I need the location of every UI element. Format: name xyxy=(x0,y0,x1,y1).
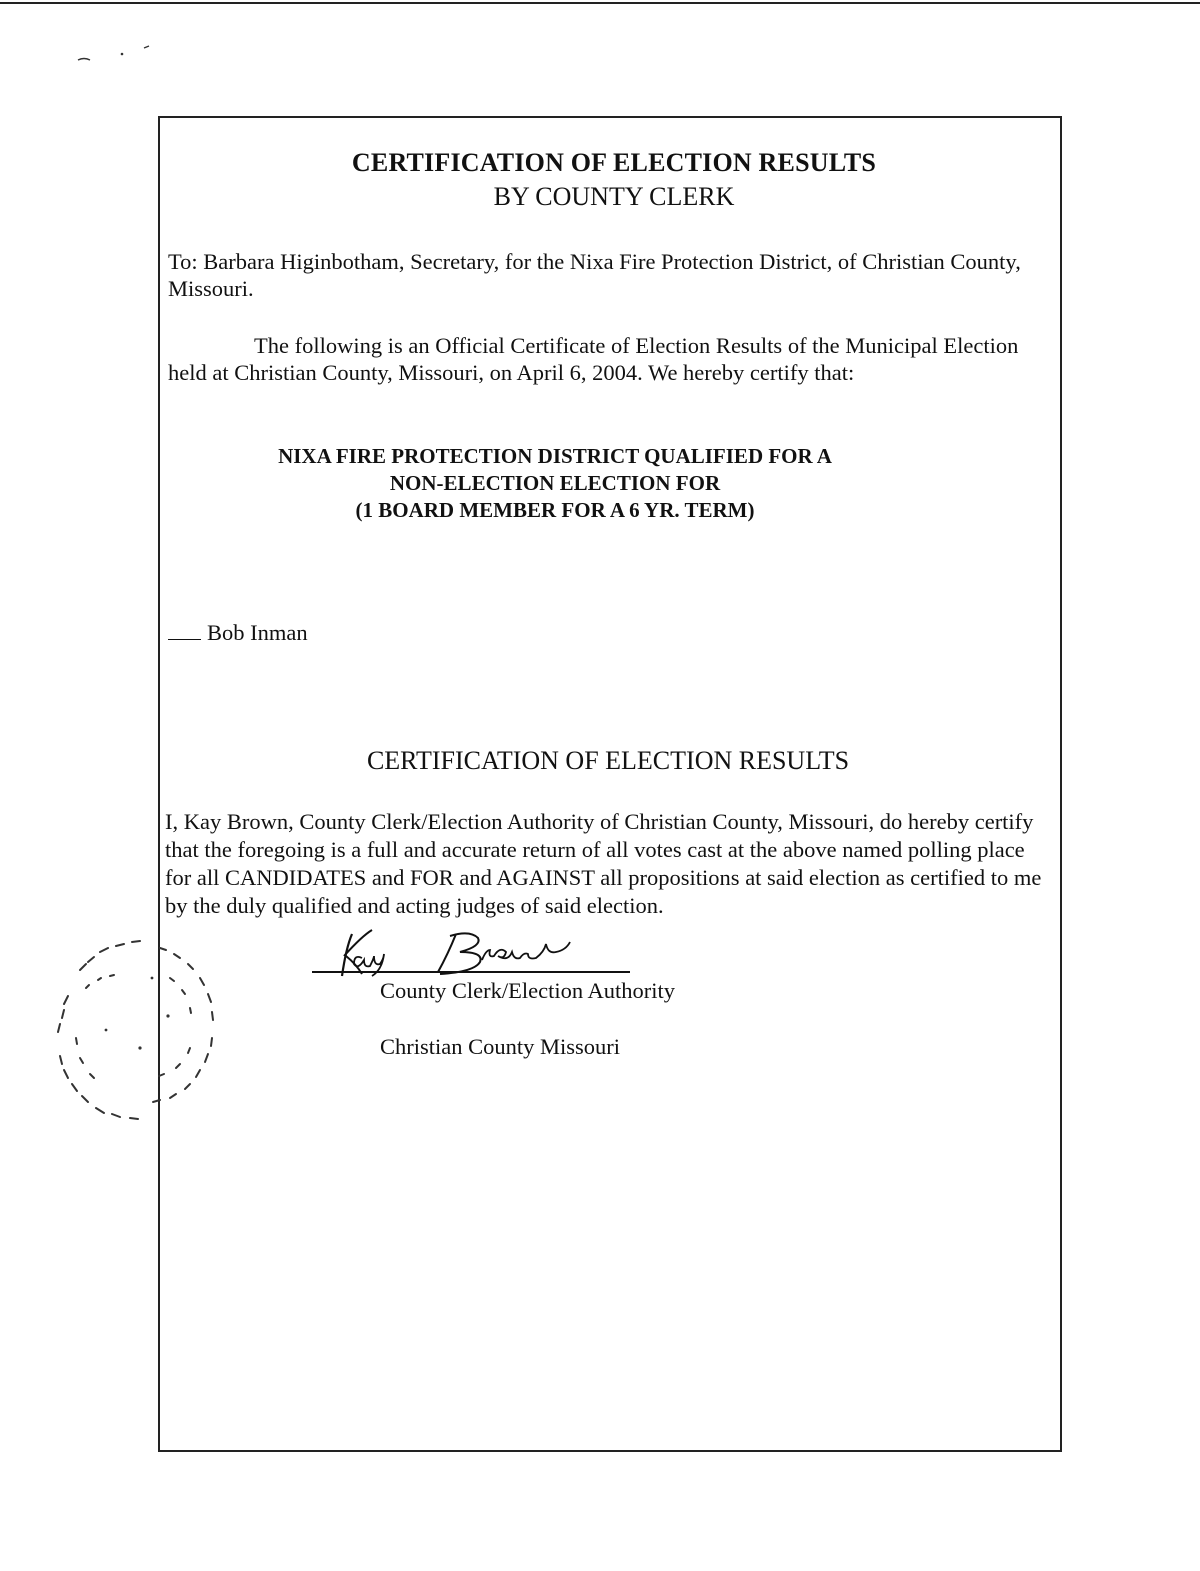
candidate-checkbox-line xyxy=(168,621,201,640)
signature-line xyxy=(312,971,630,973)
race-line-2: NON-ELECTION ELECTION FOR xyxy=(389,471,721,495)
signer-title: County Clerk/Election Authority xyxy=(380,978,675,1003)
race-heading xyxy=(0,443,1200,524)
intro-first-line: The following is an Official Certificate of Election Results of the Municipal Election xyxy=(254,333,1019,358)
county-name: Christian County Missouri xyxy=(380,1034,621,1059)
race-line-1: NIXA FIRE PROTECTION DISTRICT QUALIFIED FOR A xyxy=(278,444,832,468)
top-scan-rule xyxy=(0,2,1200,4)
county-seal-emboss xyxy=(40,918,270,1148)
certification-statement: I, Kay Brown, County Clerk/Election Authority of Christian County, Missouri, do hereby certify that the foregoing is a full and accurate return of all votes cast at the above named polling place for all CANDIDATES and FOR and AGAINST all propositions at said election as certified to me by the duly qualified and acting judges of said election. xyxy=(165,809,1042,918)
document-subtitle: BY COUNTY CLERK xyxy=(493,182,735,211)
recipient-line: To: Barbara Higinbotham, Secretary, for the Nixa Fire Protection District, of Christian County, Missouri. xyxy=(168,249,1021,301)
intro-second-line: held at Christian County, Missouri, on April 6, 2004. We hereby certify that: xyxy=(168,360,855,385)
scan-specks xyxy=(74,42,164,72)
document-title: CERTIFICATION OF ELECTION RESULTS xyxy=(351,148,877,177)
document-frame xyxy=(158,116,1062,1452)
candidate-name: Bob Inman xyxy=(207,620,308,645)
intro-paragraph xyxy=(168,332,1058,386)
certification-heading: CERTIFICATION OF ELECTION RESULTS xyxy=(366,746,850,775)
race-line-3: (1 BOARD MEMBER FOR A 6 YR. TERM) xyxy=(355,498,755,522)
candidate-entry xyxy=(168,620,308,646)
